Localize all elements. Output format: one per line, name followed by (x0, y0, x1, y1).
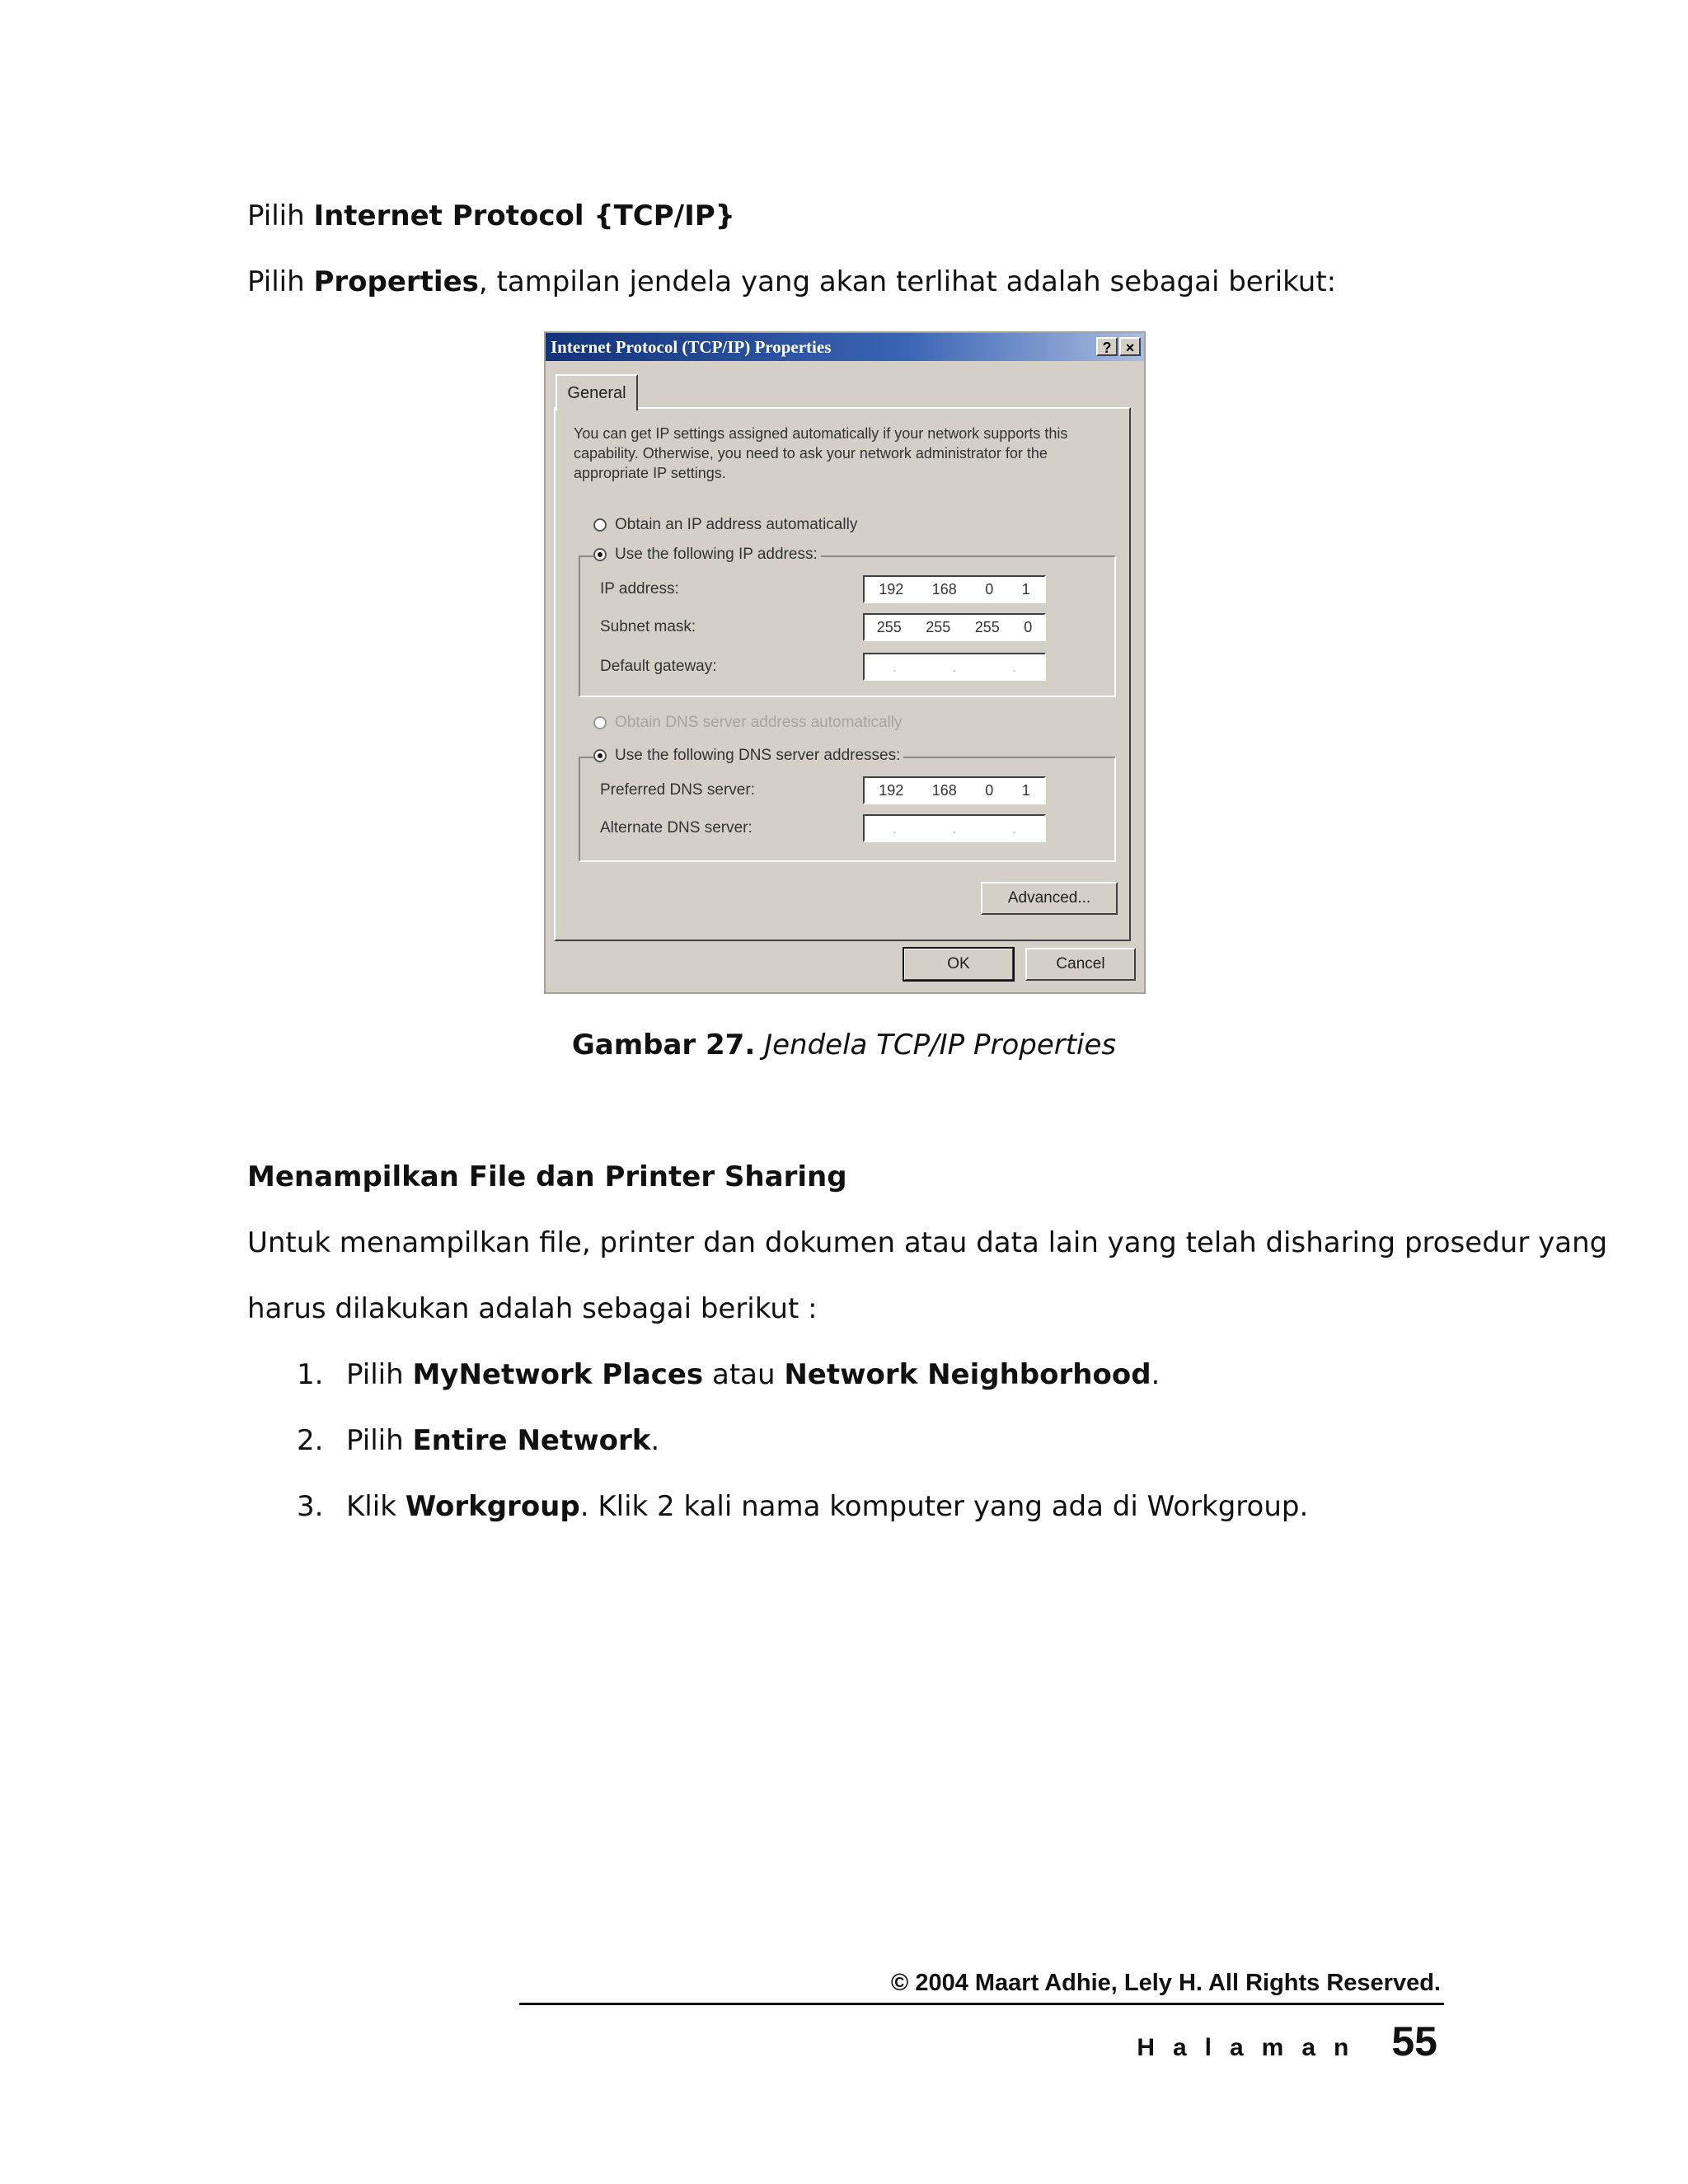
subnet-mask-input[interactable] (863, 613, 1046, 641)
radio-manual-ip-label: Use the following IP address: (615, 546, 818, 563)
dns-group (579, 757, 1116, 862)
caption-label: Gambar 27. (571, 1029, 756, 1062)
close-button[interactable]: × (1119, 337, 1141, 356)
help-button[interactable]: ? (1096, 337, 1118, 356)
radio-manual-dns[interactable] (593, 747, 903, 765)
list-item (297, 1488, 1308, 1525)
tcpip-properties-dialog (544, 331, 1146, 994)
alt-dns-separator: . (892, 820, 897, 837)
intro-line-1 (247, 198, 735, 234)
step-bold: Workgroup (405, 1490, 580, 1523)
list-item (297, 1357, 1160, 1393)
subnet-mask-label: Subnet mask: (600, 618, 696, 635)
gateway-separator: . (892, 658, 897, 675)
caption-text: Jendela TCP/IP Properties (764, 1029, 1117, 1062)
page-label: Halaman (1137, 2034, 1367, 2061)
default-gateway-input[interactable] (863, 653, 1046, 681)
dns-octet: 0 (985, 782, 994, 799)
title-buttons (1096, 337, 1141, 356)
gateway-separator: . (1012, 658, 1017, 675)
subnet-octet: 255 (876, 619, 902, 635)
step-text: . (1151, 1358, 1160, 1391)
footer-copyright: © 2004 Maart Adhie, Lely H. All Rights Reserved. (890, 1970, 1441, 1996)
radio-manual-ip[interactable] (593, 546, 821, 564)
step-bold: MyNetwork Places (412, 1358, 704, 1391)
list-number: 3. (297, 1490, 324, 1523)
radio-auto-dns-label: Obtain DNS server address automatically (615, 714, 903, 731)
figure-caption (0, 1027, 1688, 1063)
radio-manual-dns-label: Use the following DNS server addresses: (615, 747, 901, 764)
alternate-dns-label: Alternate DNS server: (600, 819, 753, 837)
subnet-octet: 255 (926, 619, 951, 635)
list-number: 1. (297, 1358, 324, 1391)
step-bold: Network Neighborhood (784, 1358, 1151, 1391)
subnet-octet: 255 (974, 619, 1000, 635)
step-text: atau (703, 1358, 785, 1391)
subnet-octet: 0 (1024, 619, 1033, 635)
ip-octet: 1 (1021, 581, 1030, 598)
radio-manual-dns-control[interactable] (593, 749, 607, 762)
intro-line-2-prefix: Pilih (247, 265, 314, 298)
tab-general[interactable]: General (556, 374, 638, 410)
radio-auto-ip-control[interactable] (593, 518, 607, 532)
ok-button[interactable]: OK (903, 948, 1014, 981)
intro-line-1-bold: Internet Protocol {TCP/IP} (313, 199, 735, 232)
intro-line-2 (247, 264, 1336, 300)
step-bold: Entire Network (412, 1424, 651, 1457)
dialog-title: Internet Protocol (TCP/IP) Properties (551, 337, 832, 357)
list-item (297, 1422, 659, 1459)
dns-octet: 1 (1021, 782, 1030, 799)
preferred-dns-label: Preferred DNS server: (600, 781, 755, 799)
ip-octet: 168 (931, 581, 957, 598)
section-paragraph-line-2: harus dilakukan adalah sebagai berikut : (247, 1292, 818, 1325)
alternate-dns-input[interactable] (863, 814, 1046, 842)
dialog-description: You can get IP settings assigned automatically if your network supports this capability. Otherwise, you need to ask your network administrator for the appropriate IP settings. (574, 425, 1068, 481)
radio-auto-dns (593, 714, 902, 732)
footer-rule (519, 2003, 1444, 2005)
radio-auto-ip[interactable] (593, 516, 857, 534)
step-text: Pilih (346, 1358, 413, 1391)
radio-auto-dns-control (593, 716, 607, 729)
dns-octet: 192 (879, 782, 904, 799)
intro-line-2-rest: , tampilan jendela yang akan terlihat adalah sebagai berikut: (478, 265, 1337, 298)
ip-octet: 0 (985, 581, 994, 598)
intro-line-2-bold: Properties (313, 265, 479, 298)
step-text: Klik (346, 1490, 406, 1523)
dialog-titlebar (546, 333, 1144, 361)
default-gateway-label: Default gateway: (600, 658, 717, 675)
gateway-separator: . (952, 658, 957, 675)
step-text: . (650, 1424, 660, 1457)
dns-octet: 168 (931, 782, 957, 799)
ip-address-label: IP address: (600, 580, 679, 598)
step-text: . Klik 2 kali nama komputer yang ada di Workgroup. (579, 1490, 1309, 1523)
alt-dns-separator: . (952, 820, 957, 837)
section-heading: Menampilkan File dan Printer Sharing (247, 1160, 847, 1193)
radio-manual-ip-control[interactable] (593, 548, 607, 561)
cancel-button[interactable]: Cancel (1025, 948, 1136, 981)
radio-auto-ip-label: Obtain an IP address automatically (615, 516, 858, 533)
intro-line-1-prefix: Pilih (247, 199, 314, 232)
preferred-dns-input[interactable] (863, 776, 1046, 804)
footer-page (1137, 2018, 1437, 2065)
ip-octet: 192 (879, 581, 904, 598)
alt-dns-separator: . (1012, 820, 1017, 837)
section-paragraph-line-1: Untuk menampilkan file, printer dan dokumen atau data lain yang telah disharing prosedur yang (247, 1226, 1608, 1259)
ip-address-input[interactable] (863, 575, 1046, 603)
page-number: 55 (1391, 2018, 1437, 2064)
advanced-button[interactable]: Advanced... (981, 882, 1118, 915)
step-text: Pilih (346, 1424, 413, 1457)
list-number: 2. (297, 1424, 324, 1457)
